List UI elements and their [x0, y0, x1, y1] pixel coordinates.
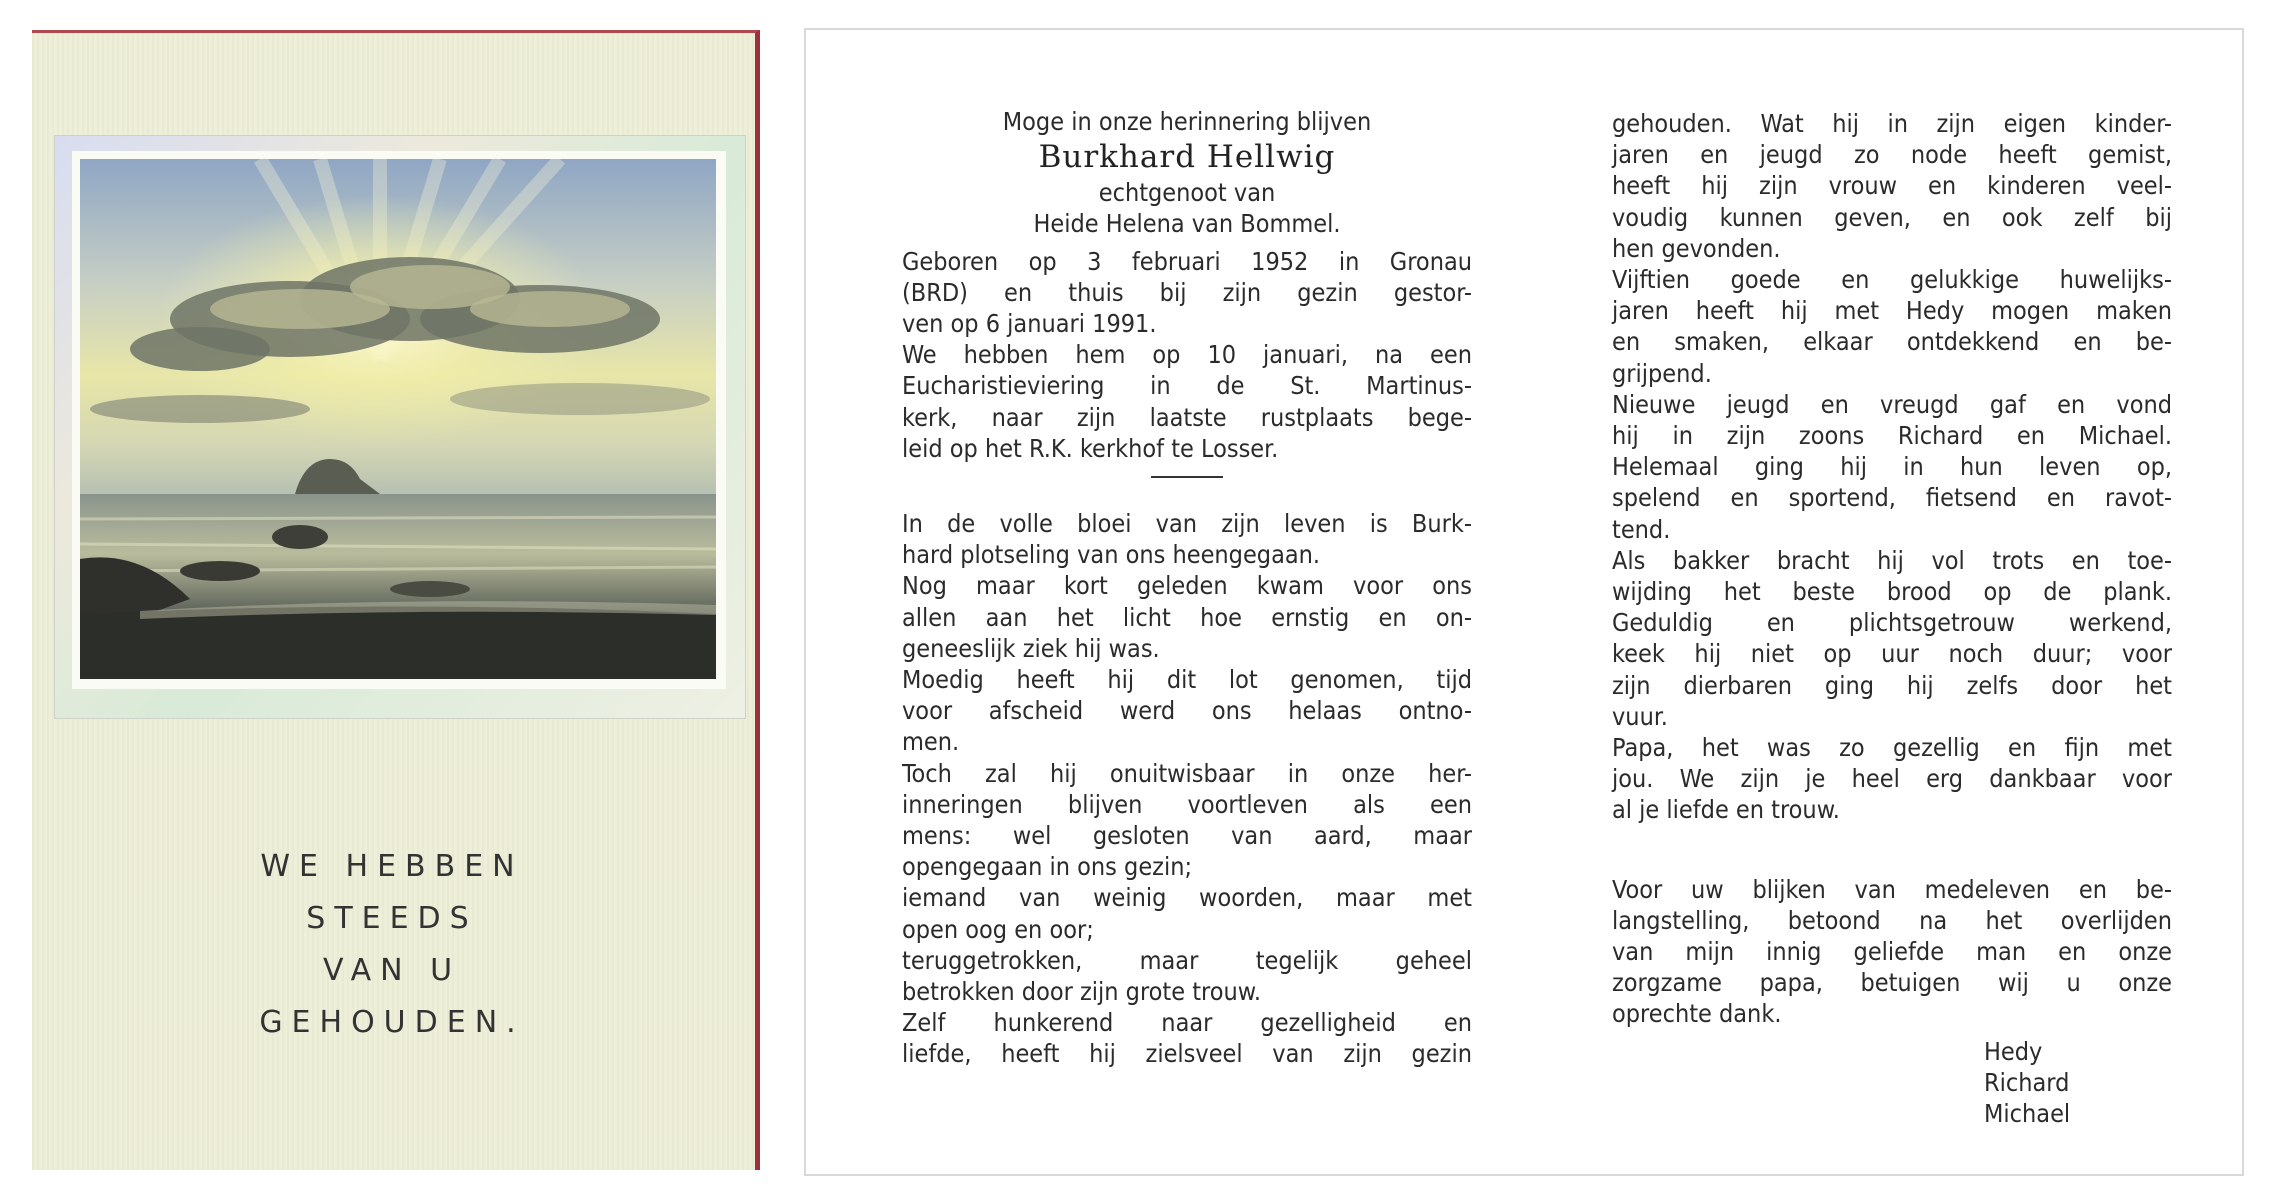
text-line: Zelf hunkerend naar gezelligheid en [902, 1008, 1472, 1038]
text-line: In de volle bloei van zijn leven is Burk- [902, 509, 1472, 539]
text-line: hen gevonden. [1612, 233, 1781, 263]
sunset-seascape-photo [80, 159, 716, 679]
text-line: opengegaan in ons gezin; [902, 852, 1193, 882]
text-line: liefde, heeft hij zielsveel van zijn gezin [902, 1039, 1472, 1069]
spacer [1612, 826, 2172, 874]
text-line: Toch zal hij onuitwisbaar in onze her- [902, 758, 1472, 788]
text-line: teruggetrokken, maar tegelijk geheel [902, 945, 1472, 975]
text-line: spelend en sportend, fietsend en ravot- [1612, 483, 2172, 513]
text-line: hard plotseling van ons heengegaan. [902, 540, 1321, 570]
text-line: Vijftien goede en gelukkige huwelijks- [1612, 265, 2172, 295]
text-line: Nieuwe jeugd en vreugd gaf en vond [1612, 389, 2172, 419]
text-line: Helemaal ging hij in hun leven op, [1612, 452, 2172, 482]
bio-line: We hebben hem op 10 januari, na een [902, 340, 1472, 370]
photo-frame [54, 135, 746, 719]
text-line: voor afscheid werd ons helaas ontno- [902, 696, 1472, 726]
motto-line: GEHOUDEN. [259, 1005, 525, 1040]
spouse-label: echtgenoot van [1098, 178, 1276, 208]
deceased-name: Burkhard Hellwig [1038, 139, 1336, 176]
text-line: zijn dierbaren ging hij zelfs door het [1612, 670, 2172, 700]
text-line: men. [902, 727, 960, 757]
text-line: gehouden. Wat hij in zijn eigen kinder- [1612, 109, 2172, 138]
bio-line: (BRD) en thuis bij zijn gezin gestor- [902, 277, 1472, 307]
text-line: open oog en oor; [902, 914, 1094, 944]
text-line: vuur. [1612, 701, 1668, 731]
front-card [32, 30, 760, 1170]
text-line: geneeslijk ziek hij was. [902, 633, 1160, 663]
motto-line: STEEDS [306, 901, 478, 936]
text-line: Papa, het was zo gezellig en fijn met [1612, 733, 2172, 763]
photo-border [72, 151, 726, 689]
text-line: Als bakker bracht hij vol trots en toe- [1612, 545, 2172, 575]
text-line: wijding het beste brood op de plank. [1612, 577, 2172, 607]
bio-line: Eucharistieviering in de St. Martinus- [902, 371, 1472, 401]
text-line: Geduldig en plichtsgetrouw werkend, [1612, 608, 2172, 638]
bio-line: ven op 6 januari 1991. [902, 309, 1157, 339]
text-line: allen aan het licht hoe ernstig en on- [902, 602, 1472, 632]
text-line: al je liefde en trouw. [1612, 795, 1840, 825]
text-line: tend. [1612, 514, 1671, 544]
text-line: betrokken door zijn grote trouw. [902, 977, 1261, 1007]
text-line: inneringen blijven voortleven als een [902, 789, 1472, 819]
bio-line: leid op het R.K. kerkhof te Losser. [902, 433, 1279, 463]
text-line: voudig kunnen geven, en ook zelf bij [1612, 202, 2172, 232]
text-line: keek hij niet op uur noch duur; voor [1612, 639, 2172, 669]
signature-name: Michael [1984, 1099, 2071, 1129]
motto-line: WE HEBBEN [260, 849, 524, 884]
right-column [1612, 108, 2172, 1129]
intro-line: Moge in onze herinnering blijven [1002, 107, 1372, 136]
thanks-line: oprechte dank. [1612, 999, 1782, 1029]
divider [1151, 476, 1223, 478]
sunset-seascape-illustration [80, 159, 716, 679]
left-column [902, 106, 1472, 1070]
text-line: mens: wel gesloten van aard, maar [902, 821, 1472, 851]
bio-line: Geboren op 3 februari 1952 in Gronau [902, 246, 1472, 276]
thanks-line: Voor uw blijken van medeleven en be- [1612, 874, 2172, 904]
text-line: hij in zijn zoons Richard en Michael. [1612, 421, 2172, 451]
text-line: jou. We zijn je heel erg dankbaar voor [1612, 764, 2172, 794]
text-line: jaren heeft hij met Hedy mogen maken [1612, 296, 2172, 326]
bio-line: kerk, naar zijn laatste rustplaats bege- [902, 402, 1472, 432]
text-line: grijpend. [1612, 358, 1712, 388]
inner-card [804, 28, 2244, 1176]
thanks-line: zorgzame papa, betuigen wij u onze [1612, 968, 2172, 998]
signature-name: Richard [1984, 1067, 2070, 1097]
text-line: Moedig heeft hij dit lot genomen, tijd [902, 665, 1472, 695]
signature-name: Hedy [1984, 1036, 2043, 1066]
text-line: en smaken, elkaar ontdekkend en be- [1612, 327, 2172, 357]
front-motto [32, 841, 752, 1049]
text-line: jaren en jeugd zo node heeft gemist, [1612, 140, 2172, 170]
text-line: Nog maar kort geleden kwam voor ons [902, 571, 1472, 601]
thanks-line: van mijn innig geliefde man en onze [1612, 937, 2172, 967]
spouse-name: Heide Helena van Bommel. [1033, 209, 1341, 239]
text-line: heeft hij zijn vrouw en kinderen veel- [1612, 171, 2172, 201]
motto-line: VAN U [322, 953, 462, 988]
text-line: iemand van weinig woorden, maar met [902, 883, 1472, 913]
thanks-line: langstelling, betoond na het overlijden [1612, 905, 2172, 935]
